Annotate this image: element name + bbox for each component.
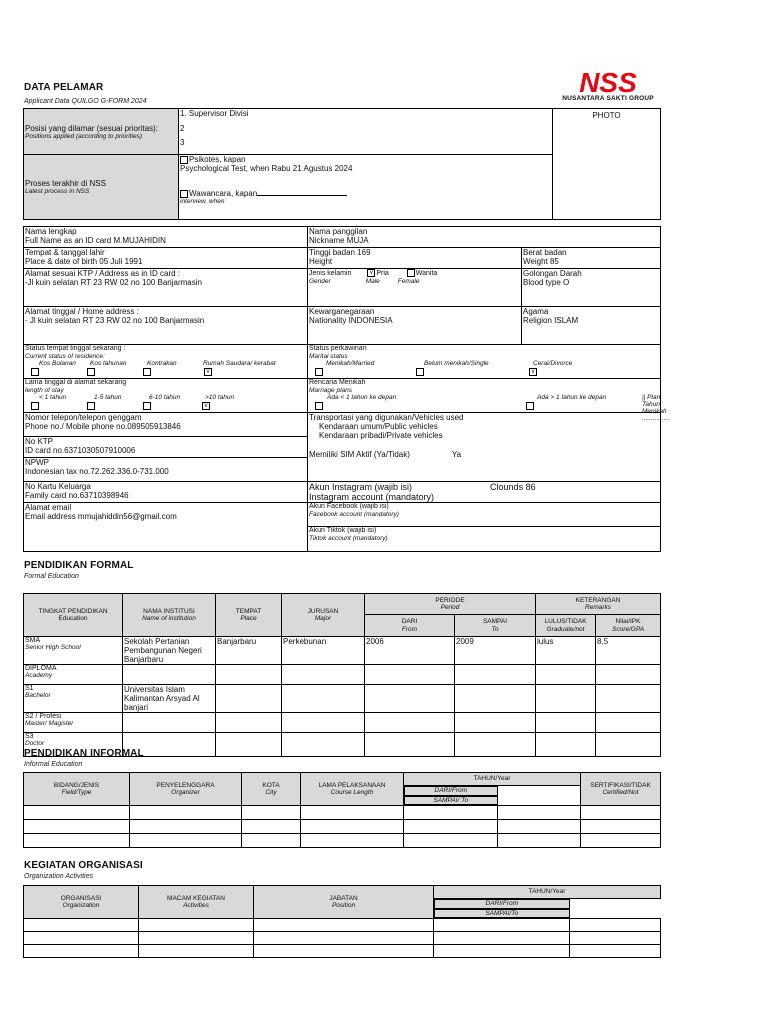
nationality-label: Kewarganegaraan: [309, 307, 375, 316]
res-opt-2: Kos tahunan: [90, 360, 127, 367]
email-cell[interactable]: [24, 503, 308, 552]
table-row: S3 Doctor: [24, 733, 661, 757]
res-opt-3: Kontrakan: [147, 360, 177, 367]
family-card-cell[interactable]: [24, 482, 308, 503]
org-subtitle: Organization Activities: [24, 873, 93, 880]
marital-checkbox-3[interactable]: v: [529, 368, 537, 376]
res-opt-4: Rumah Saudara/ kerabat: [203, 360, 276, 367]
fullname-label: Nama lengkap: [25, 227, 77, 236]
stay-length-label: Lama tinggal di alamat sekarang: [25, 379, 127, 386]
blood-label: Golongan Darah: [523, 269, 582, 278]
ktp-no-label: No KTP: [25, 437, 54, 446]
position-choice-3[interactable]: 3: [180, 138, 185, 147]
logo-wordmark: NSS: [579, 67, 637, 98]
gender-female-checkbox[interactable]: [407, 269, 415, 277]
table-row: [24, 945, 661, 958]
plan-opt-2: Ada > 1 tahun ke depan: [537, 394, 607, 401]
page-title: DATA PELAMAR: [24, 82, 104, 93]
h-level: TINGKAT PENDIDIKAN Education: [24, 594, 123, 637]
stay-checkbox-3[interactable]: [143, 402, 151, 410]
stay-length-en: length of stay: [25, 387, 64, 394]
photo-box[interactable]: [553, 109, 661, 220]
weight-value: Weight 85: [523, 257, 559, 266]
company-logo: [560, 68, 656, 104]
table-row: DIPLOMA Academy: [24, 665, 661, 685]
h-grad: LULUS/TIDAK Graduate/not: [536, 615, 596, 637]
weight-cell[interactable]: [522, 248, 661, 269]
tiktok-label: Akun Tiktok (wajib isi): [309, 527, 377, 534]
instagram-value: Clounds 86: [490, 482, 536, 492]
res-checkbox-2[interactable]: [87, 368, 95, 376]
org-table: ORGANISASI Organization MACAM KEGIATAN Activities JABATAN Position TAHUN/Year DARI/From SAMPAI/To: [23, 885, 661, 958]
position-label-en: Positions applied (according to priorities): [25, 132, 143, 140]
h-major: JURUSAN Major: [282, 594, 365, 637]
blood-value: Blood type O: [523, 278, 570, 287]
wawancara-date-field[interactable]: [257, 188, 347, 196]
table-row: [24, 919, 661, 932]
res-checkbox-4[interactable]: v: [204, 368, 212, 376]
marital-opt-2: Belum menikah/Single: [424, 360, 489, 367]
transport-private: Kendaraan pribadi/Private vehicles: [319, 431, 443, 440]
page-subtitle: Applicant Data QUILGO G-FORM 2024: [24, 98, 147, 105]
tiktok-en: Tiktok account (mandatory): [309, 535, 388, 542]
position-label-cell: [24, 109, 179, 155]
nickname-cell[interactable]: [308, 227, 661, 248]
religion-label: Agama: [523, 307, 549, 316]
ktp-no-value: ID card no.6371030507910006: [25, 446, 136, 455]
table-row: SMA Senior High School Sekolah Pertanian Pembangunan Negeri Banjarbaru Banjarbaru Perkebunan 2006 2009 lulus 8,5: [24, 637, 661, 665]
marital-checkbox-1[interactable]: [315, 368, 323, 376]
table-row: S1 Bachelor Universitas Islam Kalimantan Arsyad Al banjari: [24, 685, 661, 713]
h-year: TAHUN/Year: [404, 773, 581, 786]
position-choice-2[interactable]: 2: [180, 124, 185, 133]
psikotes-label: Psikotes, kapan: [189, 155, 246, 164]
gender-male-label: Pria: [376, 269, 389, 277]
wawancara-checkbox[interactable]: [180, 190, 188, 198]
religion-value: Religion ISLAM: [523, 316, 579, 325]
h-remarks: KETERANGAN Remarks: [536, 594, 661, 615]
height-cell[interactable]: [308, 248, 522, 269]
h-cert: SERTIFIKASI/TIDAK: [590, 781, 651, 789]
npwp-cell[interactable]: [24, 458, 308, 482]
stay-opt-1: < 1 tahun: [39, 394, 67, 401]
marriage-plan-label: Rencana Menikah: [309, 379, 366, 386]
process-label-en: Latest process in NSS: [25, 188, 90, 195]
npwp-label: NPWP: [25, 458, 49, 467]
transport-public: Kendaraan umum/Public vehicles: [319, 422, 438, 431]
facebook-label: Akun Facebook (wajib isi): [309, 503, 389, 510]
male-en: Male: [365, 277, 380, 285]
wawancara-en: interview, when: [180, 198, 225, 205]
marital-label: Status perkawinan: [309, 345, 367, 352]
res-checkbox-1[interactable]: [31, 368, 39, 376]
gender-cell: [308, 269, 522, 307]
psikotes-en: Psychological Test, when Rabu 21 Agustus 2024: [180, 164, 353, 173]
psikotes-checkbox[interactable]: [180, 156, 188, 164]
residence-status-en: Current status of residence:: [25, 353, 105, 360]
h-length: LAMA PELAKSANAAN: [318, 781, 386, 789]
gender-male-checkbox[interactable]: v: [367, 269, 375, 277]
transport-label: Transportasi yang digunakan/Vehicles used: [309, 413, 464, 422]
sim-label: Memiliki SIM Aktif (Ya/Tidak): [309, 450, 410, 459]
plan-checkbox-2[interactable]: [526, 402, 534, 410]
h-city: KOTA: [262, 781, 280, 789]
height-label: Tinggi badan 169: [309, 248, 371, 257]
weight-label: Berat badan: [523, 248, 567, 257]
religion-cell[interactable]: [522, 307, 661, 345]
nationality-cell[interactable]: [308, 307, 522, 345]
formal-subtitle: Formal Education: [24, 573, 79, 580]
informal-subtitle: Informal Education: [24, 761, 83, 768]
stay-opt-4: >10 tahun: [205, 394, 235, 401]
gender-en: Gender: [309, 277, 331, 285]
h-field: BIDANG/JENIS: [53, 781, 100, 789]
position-choices-cell[interactable]: [179, 109, 553, 155]
h-from: DARI/From: [434, 899, 570, 909]
photo-label: PHOTO: [592, 111, 621, 120]
table-row: S2 / Profesi Master/ Magister: [24, 713, 661, 733]
plan-checkbox-1[interactable]: [315, 402, 323, 410]
marriage-plan-en: Marriage plans: [309, 387, 352, 394]
h-place: TEMPAT Place: [216, 594, 282, 637]
position-choice-1[interactable]: 1. Supervisor Divisi: [180, 109, 249, 118]
residence-status-label: Status tempat tinggal sekarang :: [25, 345, 126, 352]
stay-checkbox-2[interactable]: [87, 402, 95, 410]
stay-checkbox-1[interactable]: [31, 402, 39, 410]
table-row: [24, 932, 661, 945]
edu-name[interactable]: Sekolah Pertanian Pembangunan Negeri Banjarbaru: [123, 637, 216, 665]
stay-opt-2: 1-5 tahun: [94, 394, 122, 401]
instagram-cell[interactable]: [308, 482, 661, 503]
marital-opt-3: Cerai/Divorce: [533, 360, 573, 367]
company-name: NUSANTARA SAKTI GROUP: [562, 95, 654, 102]
ktp-address-value: -Jl kuin selatan RT 23 RW 02 no 100 Banjarmasin: [25, 278, 202, 287]
position-label: Posisi yang dilamar (sesuai prioritas):: [25, 123, 158, 133]
ktp-no-cell[interactable]: [24, 437, 308, 458]
tiktok-cell[interactable]: [308, 527, 661, 552]
res-checkbox-3[interactable]: [143, 368, 151, 376]
fullname-value: Full Name as an ID card M.MUJAHIDIN: [25, 236, 166, 245]
marital-en: Marital status: [309, 353, 348, 360]
facebook-en: Facebook account (mandatory): [309, 511, 399, 518]
formal-table: [23, 593, 661, 757]
instagram-label: Akun Instagram (wajib isi): [309, 482, 413, 492]
h-from: DARI From: [365, 615, 455, 637]
stay-length-cell: [24, 379, 308, 413]
h-activities: MACAM KEGIATAN: [167, 894, 225, 902]
process-label: Proses terakhir di NSS: [25, 179, 106, 188]
position-table: [23, 108, 661, 220]
family-card-value: Family card no.63710398946: [25, 491, 129, 500]
ktp-address-cell[interactable]: [24, 269, 308, 307]
fullname-cell[interactable]: [24, 227, 308, 248]
personal-table: [23, 226, 671, 552]
nickname-value: Nickname MUJA: [309, 236, 369, 245]
h-position: JABATAN: [329, 894, 358, 902]
marital-checkbox-2[interactable]: [416, 368, 424, 376]
h-period: PERIODE Period: [365, 594, 536, 615]
birth-label: Tempat & tanggal lahir: [25, 248, 105, 257]
marital-opt-1: Menikah/Married: [326, 360, 375, 367]
wawancara-label: Wawancara, kapan: [189, 189, 258, 198]
marital-cell: [308, 345, 661, 379]
informal-table: BIDANG/JENIS Field/Type PENYELENGGARA Organizer KOTA City LAMA PELAKSANAAN Course Length TAHUN/Year SERTIFIKASI/TIDAK Certified/Not DARI/From SAMPAI/ To: [23, 772, 661, 848]
h-gpa: Nilai/IPK Score/GPA: [596, 615, 661, 637]
nss-logo-icon: [560, 68, 656, 96]
res-opt-1: Kos Bulanan: [39, 360, 76, 367]
h-from: DARI/From: [404, 786, 498, 796]
table-row: [24, 820, 661, 834]
stay-checkbox-4[interactable]: v: [202, 402, 210, 410]
h-to: SAMPAI To: [455, 615, 536, 637]
formal-title: PENDIDIKAN FORMAL: [24, 560, 134, 571]
phone-value: Phone no./ Mobile phone no.089505913846: [25, 422, 181, 431]
plan-opt-3: || Plan Tahun Menikah ................: [642, 394, 671, 422]
residence-status-cell: [24, 345, 308, 379]
h-institution: NAMA INSTITUSI Name of institution: [123, 594, 216, 637]
nickname-label: Nama panggilan: [309, 227, 368, 236]
instagram-en: Instagram account (mandatory): [309, 492, 435, 502]
ktp-address-label: Alamat sesuai KTP / Address as in ID card :: [25, 269, 181, 278]
family-card-label: No Kartu Keluarga: [25, 482, 91, 491]
org-title: KEGIATAN ORGANISASI: [24, 860, 143, 871]
transport-cell: [308, 413, 661, 482]
birth-cell[interactable]: [24, 248, 308, 269]
female-en: Female: [397, 277, 420, 285]
blood-cell[interactable]: [522, 269, 661, 307]
home-address-label: Alamat tinggal / Home address :: [25, 307, 139, 316]
gender-label: Jenis kelamin: [309, 269, 352, 277]
table-row: [24, 834, 661, 848]
nationality-value: Nationality INDONESIA: [309, 316, 393, 325]
phone-label: Nomor telepon/telepon genggam: [25, 413, 142, 422]
sim-value: Ya: [451, 450, 462, 459]
home-address-cell[interactable]: [24, 307, 308, 345]
process-cell: [179, 155, 553, 220]
process-label-cell: [24, 155, 179, 220]
h-year: TAHUN/Year: [434, 886, 661, 899]
informal-title: PENDIDIKAN INFORMAL: [24, 748, 144, 759]
h-org: ORGANISASI: [60, 894, 102, 902]
birth-value: Place & date of birth 05 Juli 1991: [25, 257, 143, 266]
gender-female-label: Wanita: [415, 269, 438, 277]
home-address-value: - Jl kuin selatan RT 23 RW 02 no 100 Banjarmasin: [25, 316, 205, 325]
plan-opt-1: Ada < 1 tahun ke depan: [327, 394, 397, 401]
email-value: Email address mmujahiddin56@gmail.com: [25, 512, 177, 521]
h-organizer: PENYELENGGARA: [156, 781, 215, 789]
npwp-value: Indonesian tax no.72.262.336.0-731.000: [25, 467, 169, 476]
h-to: SAMPAI/To: [434, 909, 570, 919]
h-to: SAMPAI/ To: [404, 796, 498, 806]
facebook-cell[interactable]: [308, 503, 661, 527]
phone-cell[interactable]: [24, 413, 308, 437]
email-label: Alamat email: [25, 503, 72, 512]
table-row: [24, 806, 661, 820]
stay-opt-3: 6-10 tahun: [149, 394, 181, 401]
height-value: Height: [309, 257, 333, 266]
